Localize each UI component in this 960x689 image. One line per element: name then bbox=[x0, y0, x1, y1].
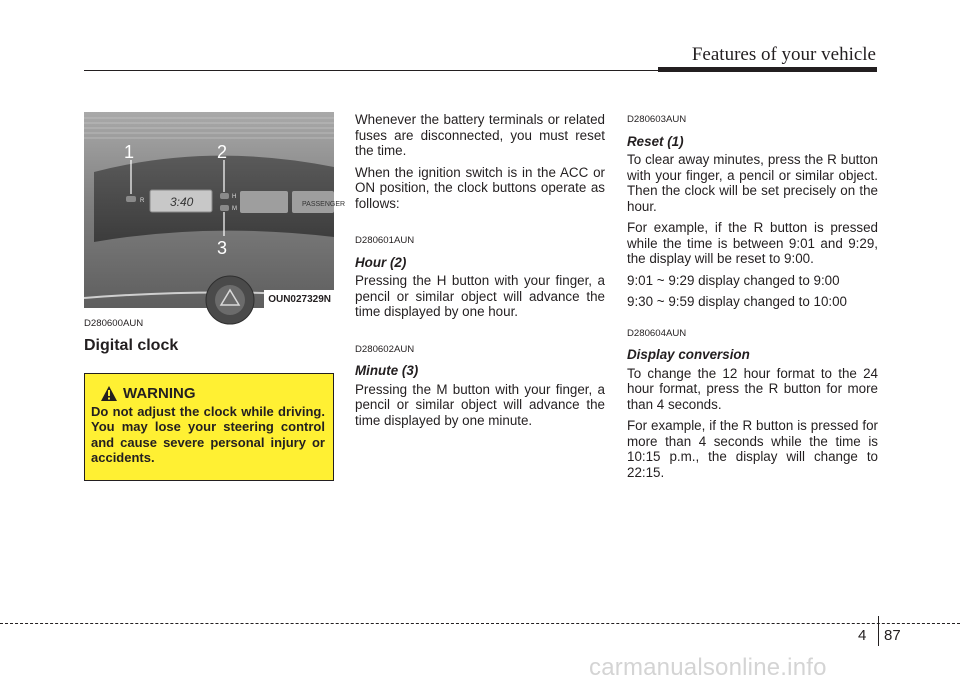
minute-button bbox=[220, 205, 229, 211]
intro-paragraph-1: Whenever the battery terminals or related fuses are disconnected, you must reset the time. bbox=[355, 112, 605, 158]
header-rule-thick bbox=[658, 67, 877, 72]
clock-panel-illustration bbox=[84, 112, 346, 308]
reset-line-2: 9:30 ~ 9:59 display changed to 10:00 bbox=[627, 294, 848, 309]
callout-2: 2 bbox=[217, 142, 228, 162]
warning-box bbox=[84, 373, 334, 481]
warning-text: Do not adjust the clock while driving. You may lose your steering control and cause severe personal injury or accidents. bbox=[91, 403, 325, 465]
clock-digits: 3:40 bbox=[170, 195, 194, 209]
figure-label: OUN027329N bbox=[264, 290, 334, 309]
column-1 bbox=[84, 112, 346, 481]
page-number-divider bbox=[878, 616, 879, 646]
section-title: Digital clock bbox=[84, 336, 179, 354]
conversion-text-2: For example, if the R button is pressed for more than 4 seconds while the time is 10:15 p.m., the display will change to 22:15. bbox=[627, 418, 878, 480]
minute-code: D280602AUN bbox=[355, 343, 415, 355]
m-label: M bbox=[232, 206, 237, 212]
page-number: 87 bbox=[884, 627, 901, 644]
footer-rule bbox=[0, 623, 960, 624]
conversion-code: D280604AUN bbox=[627, 327, 687, 339]
column-3 bbox=[627, 112, 878, 486]
minute-text: Pressing the M button with your finger, a pencil or similar object will advance the time displayed by one minute. bbox=[355, 381, 605, 428]
warning-triangle-icon bbox=[101, 386, 117, 401]
reset-heading: Reset (1) bbox=[627, 133, 684, 149]
warning-heading-text: WARNING bbox=[123, 385, 196, 402]
clock-figure bbox=[84, 112, 346, 308]
running-header: Features of your vehicle bbox=[691, 44, 876, 65]
reset-text-1: To clear away minutes, press the R button with your finger, a pencil or similar object. Then the clock will be set precisely on the hour. bbox=[627, 152, 878, 214]
section-code: D280600AUN bbox=[84, 318, 144, 329]
r-label: R bbox=[140, 198, 145, 204]
chapter-number: 4 bbox=[858, 627, 867, 644]
reset-code: D280603AUN bbox=[627, 114, 687, 125]
conversion-text-1: To change the 12 hour format to the 24 hour format, press the R button for more than 4 seconds. bbox=[627, 365, 878, 412]
reset-text-2: For example, if the R button is pressed while the time is between 9:01 and 9:29, the display will be reset to 9:00. bbox=[627, 220, 878, 266]
airbag-indicator bbox=[240, 191, 288, 213]
conversion-heading: Display conversion bbox=[627, 347, 750, 362]
hour-button bbox=[220, 193, 229, 199]
warning-heading bbox=[91, 386, 325, 402]
column-2 bbox=[355, 112, 605, 434]
callout-3: 3 bbox=[217, 238, 228, 258]
minute-heading: Minute (3) bbox=[355, 363, 419, 378]
passenger-label: PASSENGER bbox=[302, 201, 346, 208]
intro-paragraph-2: When the ignition switch is in the ACC or ON position, the clock buttons operate as follows: bbox=[355, 164, 605, 211]
hour-text: Pressing the H button with your finger, a pencil or similar object will advance the time displayed by one hour. bbox=[355, 273, 605, 319]
watermark: carmanualsonline.info bbox=[589, 654, 827, 681]
hour-heading: Hour (2) bbox=[355, 254, 407, 270]
callout-1: 1 bbox=[124, 142, 135, 162]
reset-line-1: 9:01 ~ 9:29 display changed to 9:00 bbox=[627, 272, 840, 288]
hour-code: D280601AUN bbox=[355, 235, 415, 246]
h-label: H bbox=[232, 194, 237, 200]
reset-button bbox=[126, 196, 136, 202]
